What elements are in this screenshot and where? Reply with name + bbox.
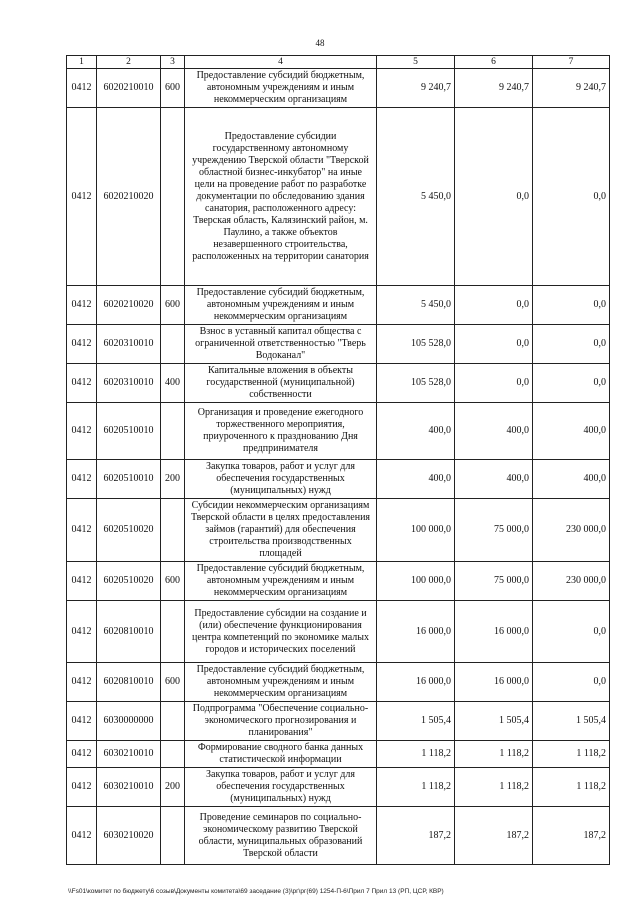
amount-year-2-cell: 400,0 [455, 403, 533, 460]
budget-table [66, 55, 610, 865]
amount-year-3-cell: 0,0 [533, 364, 610, 403]
target-article-code-cell: 6020210020 [97, 108, 161, 286]
expense-type-code-cell: 600 [161, 69, 185, 108]
amount-year-2-cell: 16 000,0 [455, 601, 533, 663]
section-code-cell: 0412 [67, 325, 97, 364]
item-name-cell: Организация и проведение ежегодного торжественного мероприятия, приуроченного к празднованию Дня предпринимателя [185, 403, 377, 460]
amount-year-1-cell: 5 450,0 [377, 286, 455, 325]
section-code-cell: 0412 [67, 460, 97, 499]
expense-type-code-cell [161, 702, 185, 741]
expense-type-code-cell [161, 108, 185, 286]
table-row [67, 768, 610, 807]
expense-type-code-cell: 200 [161, 460, 185, 499]
target-article-code-cell: 6020210010 [97, 69, 161, 108]
section-code-cell: 0412 [67, 807, 97, 865]
amount-year-1-cell: 187,2 [377, 807, 455, 865]
amount-year-3-cell: 1 505,4 [533, 702, 610, 741]
expense-type-code-cell: 400 [161, 364, 185, 403]
item-name-cell: Подпрограмма "Обеспечение социально-экономического прогнозирования и планирования" [185, 702, 377, 741]
expense-type-code-cell: 600 [161, 663, 185, 702]
table-row [67, 69, 610, 108]
amount-year-3-cell: 0,0 [533, 286, 610, 325]
amount-year-2-cell: 75 000,0 [455, 499, 533, 562]
amount-year-3-cell: 9 240,7 [533, 69, 610, 108]
amount-year-2-cell: 1 118,2 [455, 741, 533, 768]
section-code-cell: 0412 [67, 702, 97, 741]
target-article-code-cell: 6020510010 [97, 403, 161, 460]
amount-year-2-cell: 75 000,0 [455, 562, 533, 601]
section-code-cell: 0412 [67, 69, 97, 108]
item-name-cell: Капитальные вложения в объекты государственной (муниципальной) собственности [185, 364, 377, 403]
item-name-cell: Формирование сводного банка данных статистической информации [185, 741, 377, 768]
amount-year-3-cell: 230 000,0 [533, 499, 610, 562]
table-row [67, 741, 610, 768]
item-name-cell: Закупка товаров, работ и услуг для обеспечения государственных (муниципальных) нужд [185, 460, 377, 499]
amount-year-2-cell: 187,2 [455, 807, 533, 865]
amount-year-1-cell: 1 505,4 [377, 702, 455, 741]
section-code-cell: 0412 [67, 403, 97, 460]
amount-year-2-cell: 0,0 [455, 286, 533, 325]
item-name-cell: Предоставление субсидий бюджетным, автономным учреждениям и иным некоммерческим организациям [185, 562, 377, 601]
table-row [67, 807, 610, 865]
item-name-cell: Предоставление субсидии государственному автономному учреждению Тверской области "Тверской областной бизнес-инкубатор" на иные цели на проведение работ по разработке документации по обследованию здания санатория, расположенного адресу: Тверская область, Калязинский район, м. Паулино, а также объектов незавершенного строительства, расположенных на территории санатория [185, 108, 377, 286]
amount-year-1-cell: 105 528,0 [377, 364, 455, 403]
column-header: 4 [185, 56, 377, 69]
amount-year-3-cell: 187,2 [533, 807, 610, 865]
amount-year-2-cell: 400,0 [455, 460, 533, 499]
amount-year-3-cell: 1 118,2 [533, 741, 610, 768]
table-row [67, 286, 610, 325]
amount-year-3-cell: 0,0 [533, 325, 610, 364]
item-name-cell: Субсидии некоммерческим организациям Тверской области в целях предоставления займов (гарантий) для обеспечения строительства производственных площадей [185, 499, 377, 562]
target-article-code-cell: 6030210010 [97, 768, 161, 807]
section-code-cell: 0412 [67, 741, 97, 768]
target-article-code-cell: 6020510020 [97, 499, 161, 562]
amount-year-3-cell: 400,0 [533, 403, 610, 460]
item-name-cell: Предоставление субсидий бюджетным, автономным учреждениям и иным некоммерческим организациям [185, 286, 377, 325]
amount-year-1-cell: 400,0 [377, 460, 455, 499]
item-name-cell: Проведение семинаров по социально-экономическому развитию Тверской области, муниципальных образований Тверской области [185, 807, 377, 865]
table-row [67, 562, 610, 601]
expense-type-code-cell: 600 [161, 562, 185, 601]
page-number: 48 [315, 38, 325, 48]
expense-type-code-cell [161, 403, 185, 460]
amount-year-2-cell: 0,0 [455, 364, 533, 403]
section-code-cell: 0412 [67, 499, 97, 562]
section-code-cell: 0412 [67, 364, 97, 403]
amount-year-3-cell: 400,0 [533, 460, 610, 499]
target-article-code-cell: 6020510020 [97, 562, 161, 601]
column-header: 3 [161, 56, 185, 69]
section-code-cell: 0412 [67, 601, 97, 663]
target-article-code-cell: 6030210010 [97, 741, 161, 768]
target-article-code-cell: 6020310010 [97, 325, 161, 364]
section-code-cell: 0412 [67, 108, 97, 286]
column-header: 2 [97, 56, 161, 69]
expense-type-code-cell: 600 [161, 286, 185, 325]
amount-year-3-cell: 1 118,2 [533, 768, 610, 807]
expense-type-code-cell [161, 741, 185, 768]
amount-year-2-cell: 16 000,0 [455, 663, 533, 702]
table-row [67, 499, 610, 562]
section-code-cell: 0412 [67, 562, 97, 601]
column-header: 7 [533, 56, 610, 69]
table-row [67, 601, 610, 663]
target-article-code-cell: 6030210020 [97, 807, 161, 865]
amount-year-1-cell: 105 528,0 [377, 325, 455, 364]
column-header: 6 [455, 56, 533, 69]
expense-type-code-cell [161, 325, 185, 364]
expense-type-code-cell [161, 499, 185, 562]
target-article-code-cell: 6020510010 [97, 460, 161, 499]
table-row [67, 403, 610, 460]
column-header: 5 [377, 56, 455, 69]
target-article-code-cell: 6020810010 [97, 663, 161, 702]
amount-year-1-cell: 5 450,0 [377, 108, 455, 286]
item-name-cell: Закупка товаров, работ и услуг для обеспечения государственных (муниципальных) нужд [185, 768, 377, 807]
amount-year-3-cell: 0,0 [533, 601, 610, 663]
expense-type-code-cell [161, 601, 185, 663]
amount-year-1-cell: 1 118,2 [377, 768, 455, 807]
item-name-cell: Взнос в уставный капитал общества с ограниченной ответственностью "Тверь Водоканал" [185, 325, 377, 364]
amount-year-1-cell: 16 000,0 [377, 601, 455, 663]
amount-year-3-cell: 0,0 [533, 663, 610, 702]
file-path-footer: \\Fs01\комитет по бюджету\6 созыв\Документы комитета\69 заседание (3)\рг\рг(69) 1254-П-6\Прил 7 Прил 13 (РП, ЦСР, КВР) [68, 888, 444, 895]
table-row [67, 663, 610, 702]
table-row [67, 364, 610, 403]
amount-year-1-cell: 16 000,0 [377, 663, 455, 702]
target-article-code-cell: 6020210020 [97, 286, 161, 325]
amount-year-1-cell: 100 000,0 [377, 499, 455, 562]
table-row [67, 702, 610, 741]
section-code-cell: 0412 [67, 768, 97, 807]
amount-year-2-cell: 1 505,4 [455, 702, 533, 741]
amount-year-1-cell: 9 240,7 [377, 69, 455, 108]
amount-year-2-cell: 9 240,7 [455, 69, 533, 108]
amount-year-3-cell: 230 000,0 [533, 562, 610, 601]
amount-year-2-cell: 0,0 [455, 325, 533, 364]
column-header: 1 [67, 56, 97, 69]
table-header-row [67, 56, 610, 69]
item-name-cell: Предоставление субсидии на создание и (или) обеспечение функционирования центра компетенций по экономике малых городов и исторических поселений [185, 601, 377, 663]
amount-year-1-cell: 400,0 [377, 403, 455, 460]
amount-year-2-cell: 0,0 [455, 108, 533, 286]
expense-type-code-cell [161, 807, 185, 865]
table-row [67, 108, 610, 286]
table-row [67, 325, 610, 364]
expense-type-code-cell: 200 [161, 768, 185, 807]
table-row [67, 460, 610, 499]
target-article-code-cell: 6020810010 [97, 601, 161, 663]
target-article-code-cell: 6030000000 [97, 702, 161, 741]
amount-year-2-cell: 1 118,2 [455, 768, 533, 807]
section-code-cell: 0412 [67, 663, 97, 702]
amount-year-1-cell: 100 000,0 [377, 562, 455, 601]
section-code-cell: 0412 [67, 286, 97, 325]
target-article-code-cell: 6020310010 [97, 364, 161, 403]
amount-year-3-cell: 0,0 [533, 108, 610, 286]
amount-year-1-cell: 1 118,2 [377, 741, 455, 768]
item-name-cell: Предоставление субсидий бюджетным, автономным учреждениям и иным некоммерческим организациям [185, 663, 377, 702]
item-name-cell: Предоставление субсидий бюджетным, автономным учреждениям и иным некоммерческим организациям [185, 69, 377, 108]
